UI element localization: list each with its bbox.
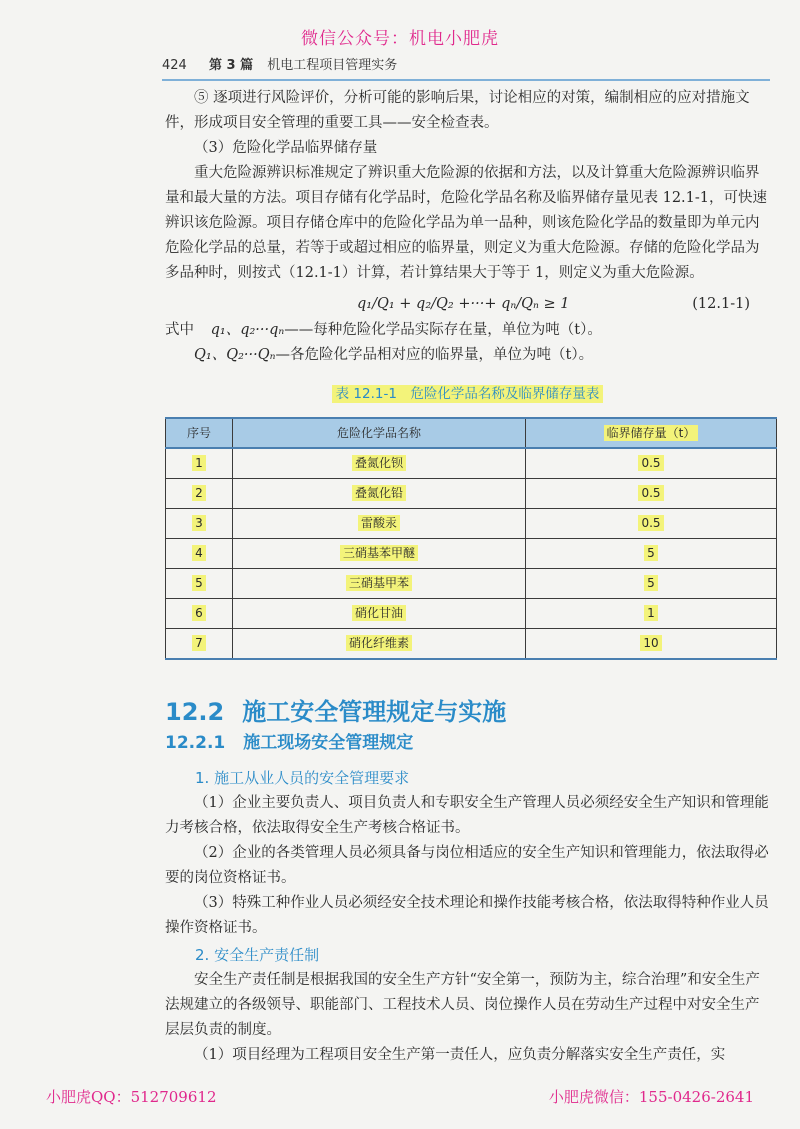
chemical-name-cell: 雷酸汞 bbox=[233, 509, 526, 539]
sub-heading: 2. 安全生产责任制 bbox=[195, 946, 320, 964]
formula bbox=[165, 292, 770, 318]
footer-wechat: 小肥虎微信：155-0426-2641 bbox=[548, 1088, 754, 1106]
chemical-name-cell: 硝化甘油 bbox=[233, 599, 526, 629]
definition-vars: Q₁、Q₂···Qₙ bbox=[194, 347, 276, 363]
table-row bbox=[166, 509, 777, 539]
sub-heading: 1. 施工从业人员的安全管理要求 bbox=[195, 769, 410, 787]
chemical-name-cell: 叠氮化钡 bbox=[233, 448, 526, 479]
paragraph: （2）企业的各类管理人员必须具备与岗位相适应的安全生产知识和管理能力，依法取得必要的岗位资格证书。 bbox=[165, 845, 769, 886]
chemical-name-cell: 三硝基苯甲醚 bbox=[233, 539, 526, 569]
running-head bbox=[162, 54, 770, 81]
quantity-cell: 0.5 bbox=[526, 448, 777, 479]
chemical-name-cell: 叠氮化铅 bbox=[233, 479, 526, 509]
table-row bbox=[166, 539, 777, 569]
paragraph: （1）企业主要负责人、项目负责人和专职安全生产管理人员必须经安全生产知识和管理能力考核合格，依法取得安全生产考核合格证书。 bbox=[165, 795, 769, 836]
footer-qq: 小肥虎QQ：512709612 bbox=[46, 1088, 217, 1106]
subsection-number: 12.2.1 bbox=[165, 733, 226, 753]
row-number-cell: 3 bbox=[166, 509, 233, 539]
paragraph: ⑤ 逐项进行风险评价，分析可能的影响后果，讨论相应的对策，编制相应的应对措施文件，形成项目安全管理的重要工具——安全检查表。 bbox=[165, 90, 750, 131]
quantity-cell: 10 bbox=[526, 629, 777, 660]
header-cell: 危险化学品名称 bbox=[233, 418, 526, 448]
definition-text: —各危险化学品相对应的临界量，单位为吨（t）。 bbox=[275, 347, 594, 363]
table-row bbox=[166, 569, 777, 599]
definition-vars: q₁、q₂···qₙ bbox=[210, 322, 285, 338]
chemical-name-cell: 硝化纤维素 bbox=[233, 629, 526, 660]
page-content bbox=[165, 86, 770, 1068]
section-number: 12.2 bbox=[165, 698, 225, 726]
table-row bbox=[166, 479, 777, 509]
subsection-title bbox=[165, 731, 770, 756]
part-label: 第 3 篇 bbox=[208, 58, 254, 73]
quantity-cell: 0.5 bbox=[526, 479, 777, 509]
quantity-cell: 5 bbox=[526, 539, 777, 569]
quantity-cell: 0.5 bbox=[526, 509, 777, 539]
definition-text: ——每种危险化学品实际存在量，单位为吨（t）。 bbox=[284, 322, 602, 338]
subsection-title-text: 施工现场安全管理规定 bbox=[243, 733, 414, 753]
table-row bbox=[166, 599, 777, 629]
row-number-cell: 5 bbox=[166, 569, 233, 599]
formula-expression: q₁/Q₁ + q₂/Q₂ +···+ qₙ/Qₙ ≥ 1 bbox=[357, 296, 570, 312]
watermark-top: 微信公众号：机电小肥虎 bbox=[301, 29, 499, 49]
table-row bbox=[166, 629, 777, 660]
definition bbox=[165, 343, 770, 368]
table-header-row bbox=[166, 418, 777, 448]
quantity-cell: 1 bbox=[526, 599, 777, 629]
book-title: 机电工程项目管理实务 bbox=[267, 58, 398, 73]
row-number-cell: 2 bbox=[166, 479, 233, 509]
section-title bbox=[165, 700, 770, 725]
header-cell: 序号 bbox=[166, 418, 233, 448]
table-caption: 表 12.1-1 危险化学品名称及临界储存量表 bbox=[165, 382, 770, 407]
chemicals-table bbox=[165, 417, 777, 660]
header-cell: 临界储存量（t） bbox=[526, 418, 777, 448]
row-number-cell: 6 bbox=[166, 599, 233, 629]
chemical-name-cell: 三硝基甲苯 bbox=[233, 569, 526, 599]
row-number-cell: 4 bbox=[166, 539, 233, 569]
paragraph: 安全生产责任制是根据我国的安全生产方针“安全第一，预防为主，综合治理”和安全生产法规建立的各级领导、职能部门、工程技术人员、岗位操作人员在劳动生产过程中对安全生产层层负责的制度。 bbox=[165, 972, 760, 1038]
section-title-text: 施工安全管理规定与实施 bbox=[242, 698, 507, 726]
row-number-cell: 1 bbox=[166, 448, 233, 479]
quantity-cell: 5 bbox=[526, 569, 777, 599]
paragraph: 重大危险源辨识标准规定了辨识重大危险源的依据和方法，以及计算重大危险源辨识临界量和最大量的方法。项目存储有化学品时，危险化学品名称及临界储存量见表 12.1-1，可快速辨识该危险源。项目存储仓库中的危险化学品为单一品种，则该危险化学品的数量即为单元内危险化学品的总量，若等于或超过相应的临界量，则定义为重大危险源。存储的危险化学品为多品种时，则按式（12.1-1）计算，若计算结果大于等于 1，则定义为重大危险源。 bbox=[165, 165, 768, 281]
page-number: 424 bbox=[162, 58, 187, 73]
table-row bbox=[166, 448, 777, 479]
definition bbox=[165, 318, 770, 343]
paragraph: （3）特殊工种作业人员必须经安全技术理论和操作技能考核合格，依法取得特种作业人员操作资格证书。 bbox=[165, 895, 769, 936]
paragraph: （1）项目经理为工程项目安全生产第一责任人，应负责分解落实安全生产责任，实 bbox=[194, 1047, 726, 1063]
formula-number: (12.1-1) bbox=[692, 296, 750, 312]
paragraph-heading: （3）危险化学品临界储存量 bbox=[194, 140, 378, 156]
row-number-cell: 7 bbox=[166, 629, 233, 660]
definition-prefix: 式中 bbox=[165, 322, 194, 338]
